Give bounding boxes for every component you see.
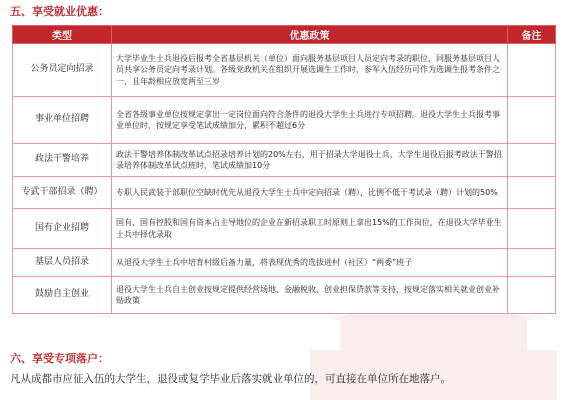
row-note [508, 249, 556, 277]
row-note [508, 177, 556, 209]
row-policy: 专职人民武装干部职位空缺时优先从退役大学生士兵中定向招录（聘），比例不低于考试录（聘）计划的50% [112, 177, 508, 209]
policy-table-wrapper [12, 25, 555, 314]
table-row [13, 144, 556, 177]
row-type: 鼓励自主创业 [13, 277, 112, 314]
row-type: 公务员定向招录 [13, 44, 112, 97]
table-header-row [13, 26, 556, 44]
row-note [508, 144, 556, 177]
household-policy-text: 凡从成都市应征入伍的大学生，退役或复学毕业后落实就业单位的，可直接在单位所在地落户。 [10, 373, 451, 385]
row-note [508, 209, 556, 249]
table-row [13, 177, 556, 209]
row-type: 专武干部招录（聘） [13, 177, 112, 209]
policy-table [12, 25, 556, 314]
section-title-employment: 五、享受就业优惠： [10, 5, 109, 18]
row-type: 基层人员招录 [13, 249, 112, 277]
table-row [13, 209, 556, 249]
section-title-household: 六、享受专项落户： [10, 352, 109, 365]
header-policy: 优惠政策 [112, 26, 508, 44]
header-type: 类型 [13, 26, 112, 44]
table-row [13, 277, 556, 314]
row-note [508, 277, 556, 314]
row-policy: 政法干警培养体制改革试点招录培养计划的20%左右，用于招录大学退役士兵，大学生退役后报考政法干警招录培养体制改革试点班时，笔试成绩加10分 [112, 144, 508, 177]
table-row [13, 44, 556, 97]
row-type: 事业单位招聘 [13, 97, 112, 144]
row-note [508, 44, 556, 97]
table-row [13, 249, 556, 277]
table-row [13, 97, 556, 144]
header-note: 备注 [508, 26, 556, 44]
row-policy: 从退役大学生士兵中培育村级后备力量，将表现优秀的选拔进村（社区）“两委”班子 [112, 249, 508, 277]
row-policy: 退役大学生士兵自主创业按规定提供经营场地、金融税收、创业担保贷款等支持，按规定落实相关就业创业补贴政策 [112, 277, 508, 314]
row-policy: 全省各级事业单位按规定拿出一定岗位面向符合条件的退役大学生士兵进行专项招聘。退役大学生士兵报考事业单位时，按规定享受笔试成绩加分，累积不超过6分 [112, 97, 508, 144]
row-policy: 国有、国有控股和国有资本占主导地位的企业在新招录职工时原则上拿出15%的工作岗位，在退役大学毕业生士兵中择优录取 [112, 209, 508, 249]
row-type: 国有企业招聘 [13, 209, 112, 249]
row-type: 政法干警培养 [13, 144, 112, 177]
row-note [508, 97, 556, 144]
row-policy: 大学毕业生士兵退役后报考全省基层机关（单位）面向服务基层项目人员定向考录的职位，同服务基层项目人员共享公务员定向考录计划。各级党政机关在组织开展选调生工作时，参军入伍经历可作为选调生报考条件之一，且年龄相应放宽两至三岁 [112, 44, 508, 97]
